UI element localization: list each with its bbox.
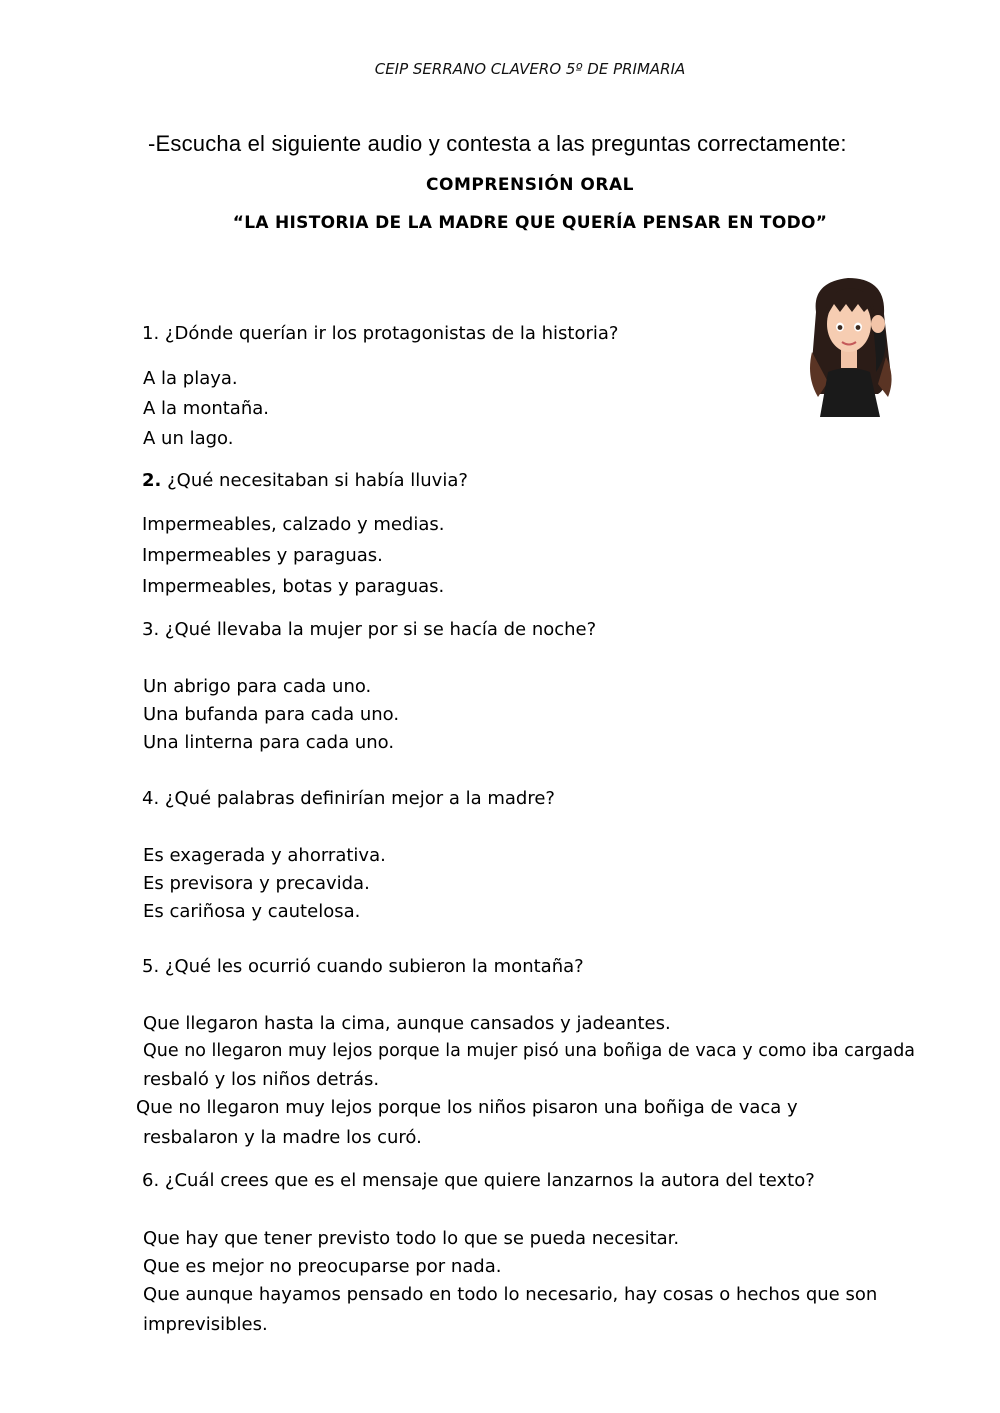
- option-2c[interactable]: Impermeables, botas y paraguas.: [142, 576, 445, 597]
- option-3a[interactable]: Un abrigo para cada uno.: [143, 676, 372, 697]
- option-4b[interactable]: Es previsora y precavida.: [143, 873, 370, 894]
- option-5b-line1[interactable]: Que no llegaron muy lejos porque la mujer pisó una boñiga de vaca y como iba cargada: [143, 1041, 916, 1061]
- option-5a[interactable]: Que llegaron hasta la cima, aunque cansados y jadeantes.: [143, 1013, 671, 1034]
- option-4a[interactable]: Es exagerada y ahorrativa.: [143, 845, 386, 866]
- option-6a[interactable]: Que hay que tener previsto todo lo que se pueda necesitar.: [143, 1228, 680, 1249]
- option-5c-line1[interactable]: Que no llegaron muy lejos porque los niños pisaron una boñiga de vaca y: [136, 1097, 798, 1118]
- instruction-text: -Escucha el siguiente audio y contesta a las preguntas correctamente:: [148, 131, 847, 156]
- question-text: ¿Dónde querían ir los protagonistas de la historia?: [164, 323, 619, 344]
- question-text: ¿Qué palabras definirían mejor a la madre?: [164, 788, 555, 809]
- question-text: ¿Qué necesitaban si había lluvia?: [167, 470, 468, 491]
- girl-listening-avatar-icon: [798, 272, 908, 417]
- option-3c[interactable]: Una linterna para cada uno.: [143, 732, 395, 753]
- option-1c[interactable]: A un lago.: [143, 428, 234, 449]
- option-1a[interactable]: A la playa.: [143, 368, 238, 389]
- question-number: 3.: [142, 619, 160, 640]
- school-header: CEIP SERRANO CLAVERO 5º DE PRIMARIA: [374, 60, 686, 78]
- question-4: [142, 788, 555, 809]
- question-6: [142, 1170, 815, 1191]
- option-2a[interactable]: Impermeables, calzado y medias.: [142, 514, 445, 535]
- question-number: 5.: [142, 956, 160, 977]
- option-2b[interactable]: Impermeables y paraguas.: [142, 545, 383, 566]
- option-4c[interactable]: Es cariñosa y cautelosa.: [143, 901, 361, 922]
- story-title: “LA HISTORIA DE LA MADRE QUE QUERÍA PENSAR EN TODO”: [232, 213, 828, 233]
- question-text: ¿Qué les ocurrió cuando subieron la montaña?: [164, 956, 584, 977]
- option-3b[interactable]: Una bufanda para cada uno.: [143, 704, 400, 725]
- question-number: 4.: [142, 788, 160, 809]
- question-2: [142, 470, 468, 491]
- question-text: ¿Cuál crees que es el mensaje que quiere lanzarnos la autora del texto?: [164, 1170, 815, 1191]
- option-6c-line2[interactable]: imprevisibles.: [143, 1314, 268, 1335]
- question-1: [142, 323, 618, 344]
- question-3: [142, 619, 596, 640]
- option-1b[interactable]: A la montaña.: [143, 398, 269, 419]
- subtitle: COMPRENSIÓN ORAL: [426, 175, 634, 195]
- option-5c-line2[interactable]: resbalaron y la madre los curó.: [143, 1127, 422, 1148]
- question-text: ¿Qué llevaba la mujer por si se hacía de noche?: [164, 619, 597, 640]
- option-6c-line1[interactable]: Que aunque hayamos pensado en todo lo necesario, hay cosas o hechos que son: [143, 1284, 878, 1305]
- question-number: 6.: [142, 1170, 160, 1191]
- option-6b[interactable]: Que es mejor no preocuparse por nada.: [143, 1256, 502, 1277]
- question-5: [142, 956, 584, 977]
- question-number: 1.: [142, 323, 160, 344]
- option-5b-line2[interactable]: resbaló y los niños detrás.: [143, 1069, 380, 1090]
- question-number: 2.: [142, 470, 162, 491]
